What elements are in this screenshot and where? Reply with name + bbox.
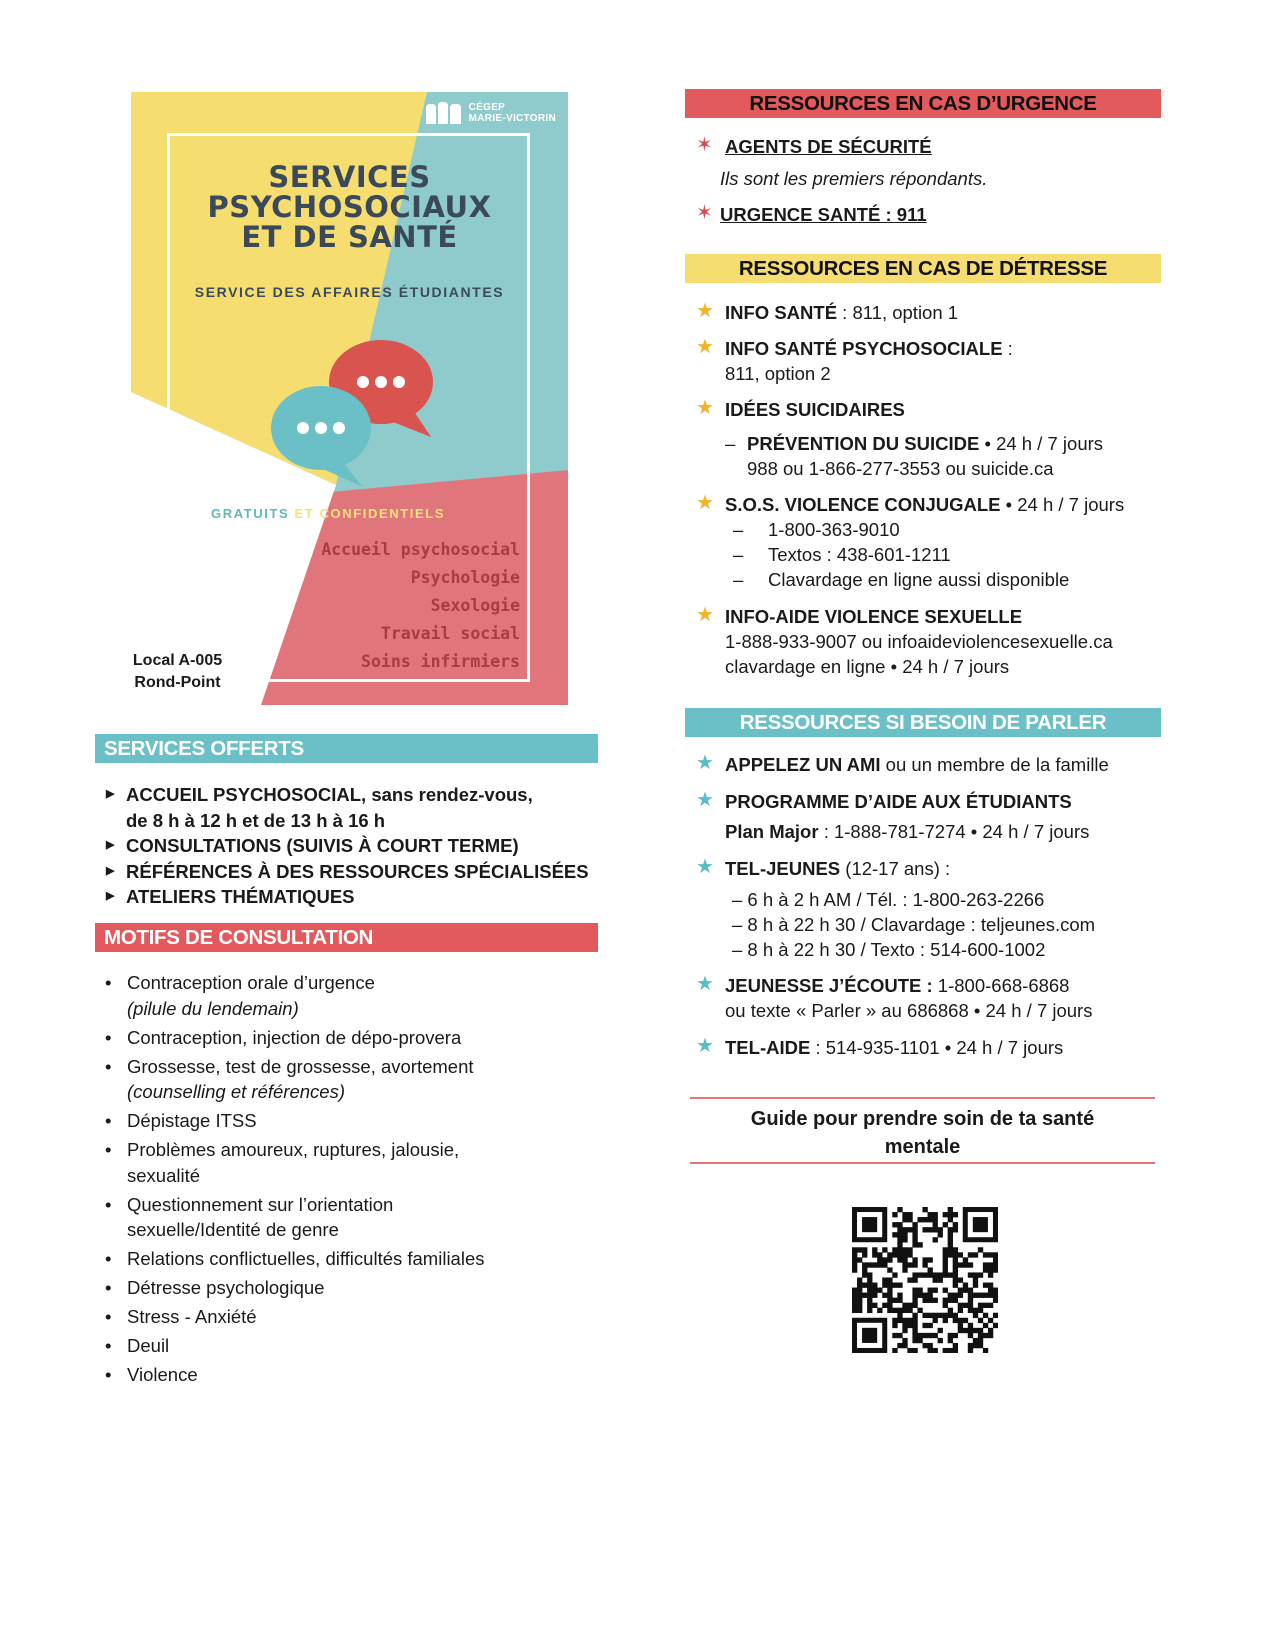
tel-aide-label: TEL-AIDE: [725, 1037, 811, 1058]
motifs-heading: MOTIFS DE CONSULTATION: [95, 923, 598, 952]
triangle-bullet-icon: ▶: [106, 788, 115, 800]
info-sante: [725, 300, 958, 325]
tel-jeunes: [725, 856, 950, 881]
poster-subtitle: SERVICE DES AFFAIRES ÉTUDIANTES: [194, 284, 505, 300]
red-star-icon: ✶: [696, 134, 713, 156]
info-aide-violence: INFO-AIDE VIOLENCE SEXUELLE: [725, 606, 1023, 627]
logo-line2: MARIE-VICTORIN: [468, 113, 556, 124]
parler-heading: RESSOURCES SI BESOIN DE PARLER: [685, 708, 1161, 737]
info-sante-psy-value: 811, option 2: [725, 363, 831, 384]
sos-label: S.O.S. VIOLENCE CONJUGALE: [725, 494, 1001, 515]
dash-marker: –: [733, 519, 744, 540]
info-aide-contacts: 1-888-933-9007 ou infoaideviolencesexuelle.ca: [725, 631, 1113, 652]
tel-jeunes-line: – 8 h à 22 h 30 / Clavardage : teljeunes.com: [732, 914, 1096, 935]
info-sante-psy-label: INFO SANTÉ PSYCHOSOCIALE: [725, 338, 1003, 359]
divider: [690, 1097, 1155, 1099]
teal-star-icon: ★: [696, 752, 714, 774]
poster-service: Sexologie: [430, 596, 520, 615]
poster-title-line: PSYCHOSOCIAUX: [207, 190, 492, 224]
list-item-note: sexualité: [127, 1164, 201, 1186]
sos-line: [733, 567, 1069, 592]
gold-star-icon: ★: [696, 336, 714, 358]
prevention-contacts: 988 ou 1-866-277-3553 ou suicide.ca: [747, 458, 1054, 479]
services-offerts-list: [104, 782, 589, 910]
list-item: [105, 1275, 485, 1301]
guide-line: mentale: [884, 1136, 961, 1158]
triangle-bullet-icon: ▶: [106, 839, 115, 851]
list-item: [105, 1333, 485, 1359]
list-item-text: Grossesse, test de grossesse, avortement: [127, 1055, 474, 1077]
poster-service: Psychologie: [410, 568, 520, 587]
list-item: [105, 1192, 485, 1243]
teal-star-icon: ★: [696, 973, 714, 995]
jeunesse-ecoute-phone: 1-800-668-6868: [932, 975, 1070, 996]
list-item: [105, 1108, 485, 1134]
appelez-ami-label: APPELEZ UN AMI: [725, 754, 881, 775]
list-item-text: ACCUEIL PSYCHOSOCIAL, sans rendez-vous,: [126, 784, 533, 805]
appelez-ami: [725, 752, 1109, 777]
list-item: [104, 833, 589, 859]
tel-jeunes-label: TEL-JEUNES: [725, 858, 841, 879]
poster-service: Accueil psychosocial: [321, 540, 520, 559]
jeunesse-ecoute-text: ou texte « Parler » au 686868 • 24 h / 7 jours: [725, 1000, 1093, 1021]
list-item-text: Contraception, injection de dépo-provera: [127, 1026, 462, 1048]
list-item: [105, 1054, 485, 1105]
list-item: [104, 782, 589, 808]
gold-star-icon: ★: [696, 397, 714, 419]
list-item: [104, 808, 589, 834]
list-item: [104, 884, 589, 910]
urgence-sante: URGENCE SANTÉ : 911: [720, 204, 927, 225]
info-sante-label: INFO SANTÉ: [725, 302, 838, 323]
guide-title: [690, 1105, 1155, 1161]
list-item: [105, 1137, 485, 1188]
plan-major-value: : 1-888-781-7274 • 24 h / 7 jours: [818, 821, 1090, 842]
info-sante-psy-colon: :: [1002, 338, 1013, 359]
sos-hours: • 24 h / 7 jours: [1000, 494, 1125, 515]
agents-note: Ils sont les premiers répondants.: [720, 168, 988, 189]
urgence-heading: RESSOURCES EN CAS D’URGENCE: [685, 89, 1161, 118]
sos-line: [733, 542, 951, 567]
bullet-icon: •: [105, 1110, 112, 1131]
sos-line-text: Textos : 438-601-1211: [768, 544, 951, 565]
bullet-icon: •: [105, 1055, 112, 1077]
sos-violence: [725, 492, 1124, 517]
bullet-icon: •: [105, 1193, 112, 1215]
info-sante-value: : 811, option 1: [837, 302, 959, 323]
list-item-text: Questionnement sur l’orientation: [127, 1193, 394, 1215]
list-item-text: de 8 h à 12 h et de 13 h à 16 h: [126, 809, 386, 831]
motifs-list: [105, 970, 485, 1391]
detresse-heading: RESSOURCES EN CAS DE DÉTRESSE: [685, 254, 1161, 283]
appelez-ami-text: ou un membre de la famille: [880, 754, 1109, 775]
poster-title-line: SERVICES: [268, 160, 431, 194]
list-item-note: sexuelle/Identité de genre: [127, 1219, 339, 1240]
bullet-icon: •: [105, 1364, 112, 1385]
bullet-icon: •: [105, 1139, 112, 1160]
qr-code-icon[interactable]: [852, 1207, 998, 1353]
teal-star-icon: ★: [696, 789, 714, 811]
list-item-text: Relations conflictuelles, difficultés familiales: [127, 1248, 485, 1269]
list-item: [105, 1025, 485, 1051]
triangle-bullet-icon: ▶: [106, 890, 115, 902]
location-line: Local A-005: [132, 652, 223, 669]
list-item: [105, 1304, 485, 1330]
poster-service: Soins infirmiers: [361, 652, 520, 671]
list-item-note: (pilule du lendemain): [127, 997, 299, 1019]
poster-title-line: ET DE SANTÉ: [241, 220, 458, 254]
services-offerts-heading: SERVICES OFFERTS: [95, 734, 598, 763]
info-sante-psy: [725, 336, 1013, 361]
poster-services-list: [321, 536, 520, 676]
cegep-logo: [424, 102, 556, 124]
plan-major: [725, 819, 1089, 844]
jeunesse-ecoute-label: JEUNESSE J’ÉCOUTE :: [725, 975, 933, 996]
prevention-hours: • 24 h / 7 jours: [979, 433, 1104, 454]
jeunesse-ecoute: [725, 973, 1069, 998]
bullet-icon: •: [105, 972, 112, 993]
tel-jeunes-age: (12-17 ans) :: [840, 858, 951, 879]
poster-service: Travail social: [380, 624, 520, 643]
list-item-note: (counselling et références): [127, 1081, 345, 1102]
cover-poster: [131, 92, 568, 705]
prevention-label: PRÉVENTION DU SUICIDE: [747, 433, 980, 454]
list-item-text: Stress - Anxiété: [127, 1306, 257, 1327]
tel-aide-value: : 514-935-1101 • 24 h / 7 jours: [810, 1037, 1064, 1058]
guide-line: Guide pour prendre soin de ta santé: [750, 1108, 1095, 1130]
list-item-text: CONSULTATIONS (SUIVIS À COURT TERME): [126, 835, 519, 856]
list-item-text: ATELIERS THÉMATIQUES: [126, 886, 355, 907]
teal-star-icon: ★: [696, 1035, 714, 1057]
sos-line-text: 1-800-363-9010: [768, 519, 900, 540]
list-item: [104, 859, 589, 885]
list-item-text: RÉFÉRENCES À DES RESSOURCES SPÉCIALISÉES: [126, 860, 589, 882]
plan-major-label: Plan Major: [725, 821, 819, 842]
list-item-text: Deuil: [127, 1335, 170, 1356]
list-item: [105, 1362, 485, 1388]
tel-aide: [725, 1035, 1063, 1060]
sos-line: [733, 517, 900, 542]
red-star-icon: ✶: [696, 202, 713, 224]
poster-title: [131, 162, 568, 252]
tel-jeunes-line: – 6 h à 2 h AM / Tél. : 1-800-263-2266: [732, 889, 1045, 910]
list-item-text: Violence: [127, 1364, 198, 1385]
teal-star-icon: ★: [696, 856, 714, 878]
list-item: [105, 1246, 485, 1272]
logo-line1: CÉGEP: [468, 102, 506, 113]
agents-securite: AGENTS DE SÉCURITÉ: [725, 136, 932, 157]
list-item-text: Détresse psychologique: [127, 1277, 325, 1298]
list-item-text: Contraception orale d’urgence: [127, 972, 375, 993]
info-aide-chat: clavardage en ligne • 24 h / 7 jours: [725, 656, 1010, 677]
gold-star-icon: ★: [696, 492, 714, 514]
poster-free-tagline: [211, 506, 445, 521]
cegep-logo-icon: [424, 102, 464, 124]
list-item: [105, 970, 485, 1021]
triangle-bullet-icon: ▶: [106, 864, 115, 877]
free-tagline-part: GRATUITS: [211, 506, 295, 521]
bullet-icon: •: [105, 1306, 112, 1327]
bullet-icon: •: [105, 1277, 112, 1298]
dash-marker: –: [733, 569, 744, 590]
location-label: [95, 650, 260, 694]
location-line: Rond-Point: [134, 674, 221, 691]
idees-suicidaires: IDÉES SUICIDAIRES: [725, 399, 905, 420]
bullet-icon: •: [105, 1026, 112, 1048]
gold-star-icon: ★: [696, 300, 714, 322]
bullet-icon: •: [105, 1335, 112, 1356]
list-item-text: Problèmes amoureux, ruptures, jalousie,: [127, 1139, 460, 1160]
tel-jeunes-line: – 8 h à 22 h 30 / Texto : 514-600-1002: [732, 939, 1046, 960]
dash-marker: –: [725, 433, 736, 454]
bullet-icon: •: [105, 1248, 112, 1269]
prevention-suicide: [725, 431, 1103, 456]
sos-line-text: Clavardage en ligne aussi disponible: [768, 569, 1070, 590]
programme-aide: PROGRAMME D’AIDE AUX ÉTUDIANTS: [725, 791, 1072, 812]
divider: [690, 1162, 1155, 1164]
dash-marker: –: [733, 544, 744, 565]
gold-star-icon: ★: [696, 604, 714, 626]
free-tagline-part: ET CONFIDENTIELS: [294, 506, 446, 521]
list-item-text: Dépistage ITSS: [127, 1110, 257, 1131]
